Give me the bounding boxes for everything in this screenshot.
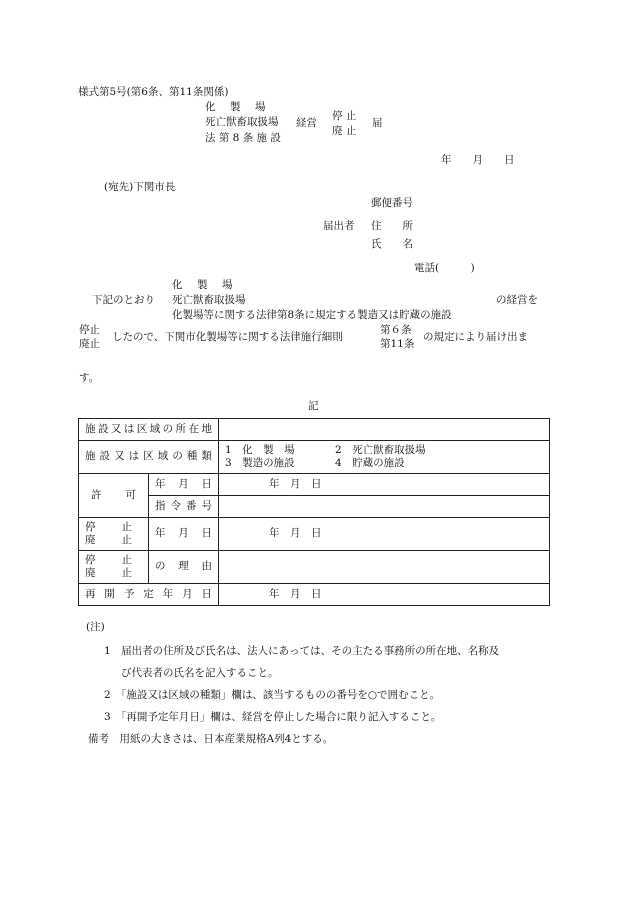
body-action-stop: 停止 bbox=[79, 324, 100, 336]
table-row-type bbox=[79, 441, 550, 474]
title-action-abolish: 廃 止 bbox=[332, 125, 357, 137]
phone-label: 電話( ) bbox=[414, 262, 475, 274]
permit-number-value bbox=[219, 496, 550, 518]
title-todoke: 届 bbox=[372, 117, 383, 129]
title-facility-1: 化 製 場 bbox=[205, 101, 268, 113]
type-option-4: 4 貯蔵の施設 bbox=[335, 457, 405, 469]
body-facility-2: 死亡獣畜取扱場 bbox=[172, 294, 246, 306]
permit-date-label: 年 月 日 bbox=[149, 474, 219, 496]
action-date-label: 年 月 日 bbox=[149, 518, 219, 551]
table-row-permit-date bbox=[79, 474, 550, 496]
facility-table bbox=[78, 418, 550, 606]
addressee: (宛先)下関市長 bbox=[104, 181, 176, 193]
type-option-2: 2 死亡獣畜取扱場 bbox=[335, 443, 426, 456]
table-row-permit-number bbox=[79, 496, 550, 518]
body-line2-mid: したので、下関市化製場等に関する法律施行細則 bbox=[112, 331, 343, 343]
reason-actions bbox=[79, 551, 149, 584]
body-line1-pre: 下記のとおり bbox=[92, 294, 155, 306]
notes-heading: (注) bbox=[86, 621, 105, 633]
type-options bbox=[219, 441, 550, 474]
name-label: 氏 名 bbox=[371, 238, 413, 250]
body-article-6: 第６条 bbox=[380, 324, 412, 336]
form-number: 様式第5号(第6条、第11条関係) bbox=[78, 86, 229, 98]
reopen-label: 再開予定年月日 bbox=[79, 584, 219, 606]
note-1-cont: び代表者の氏名を記入すること。 bbox=[121, 667, 279, 679]
date-line: 年 月 日 bbox=[441, 154, 515, 166]
title-keiei: 経営 bbox=[296, 117, 317, 129]
location-label: 施設又は区域の所在地 bbox=[79, 419, 219, 441]
title-facility-2: 死亡獣畜取扱場 bbox=[205, 116, 279, 128]
reason-abolish-label: 廃 止 bbox=[85, 567, 132, 579]
table-row-location bbox=[79, 419, 550, 441]
table-row-reason bbox=[79, 551, 550, 584]
table-row-action-date bbox=[79, 518, 550, 551]
permit-label: 許 可 bbox=[79, 474, 149, 518]
applicant-label: 届出者 bbox=[323, 220, 355, 232]
reason-label: の 理 由 bbox=[149, 551, 219, 584]
body-facility-3: 化製場等に関する法律第8条に規定する製造又は貯蔵の施設 bbox=[172, 309, 452, 321]
action-date-value: 年 月 日 bbox=[219, 518, 550, 551]
title-action-stop: 停 止 bbox=[332, 110, 357, 122]
address-label: 住 所 bbox=[371, 220, 413, 232]
body-line1-post: の経営を bbox=[496, 294, 538, 306]
remark: 備考 用紙の大きさは、日本産業規格A列4とする。 bbox=[88, 733, 334, 745]
location-value bbox=[219, 419, 550, 441]
permit-number-label: 指 令 番 号 bbox=[149, 496, 219, 518]
action-abolish-label: 廃 止 bbox=[85, 534, 132, 546]
ki-heading: 記 bbox=[308, 400, 319, 412]
reason-stop-label: 停 止 bbox=[85, 553, 132, 566]
type-label: 施設又は区域の種類 bbox=[79, 441, 219, 474]
note-1: 1 届出者の住所及び氏名は、法人にあっては、その主たる事務所の所在地、名称及 bbox=[104, 645, 500, 657]
body-line2-post: の規定により届け出ま bbox=[423, 331, 528, 343]
action-date-actions bbox=[79, 518, 149, 551]
body-action-abolish: 廃止 bbox=[79, 338, 100, 350]
note-3: 3 「再開予定年月日」欄は、経営を停止した場合に限り記入すること。 bbox=[104, 711, 442, 723]
postal-code-label: 郵便番号 bbox=[371, 197, 413, 209]
table-row-reopen bbox=[79, 584, 550, 606]
note-2: 2 「施設又は区域の種類」欄は、該当するものの番号を○で囲むこと。 bbox=[104, 689, 441, 701]
type-option-3: 3 製造の施設 bbox=[225, 457, 295, 469]
body-line3: す。 bbox=[79, 372, 100, 384]
reason-value bbox=[219, 551, 550, 584]
action-stop-label: 停 止 bbox=[85, 520, 132, 533]
body-facility-1: 化 製 場 bbox=[172, 279, 235, 291]
reopen-date-value: 年 月 日 bbox=[219, 584, 550, 606]
type-option-1: 1 化 製 場 bbox=[225, 443, 295, 456]
body-article-11: 第11条 bbox=[380, 338, 415, 350]
permit-date-value: 年 月 日 bbox=[219, 474, 550, 496]
title-facility-3: 法 第 8 条 施 設 bbox=[205, 132, 281, 144]
